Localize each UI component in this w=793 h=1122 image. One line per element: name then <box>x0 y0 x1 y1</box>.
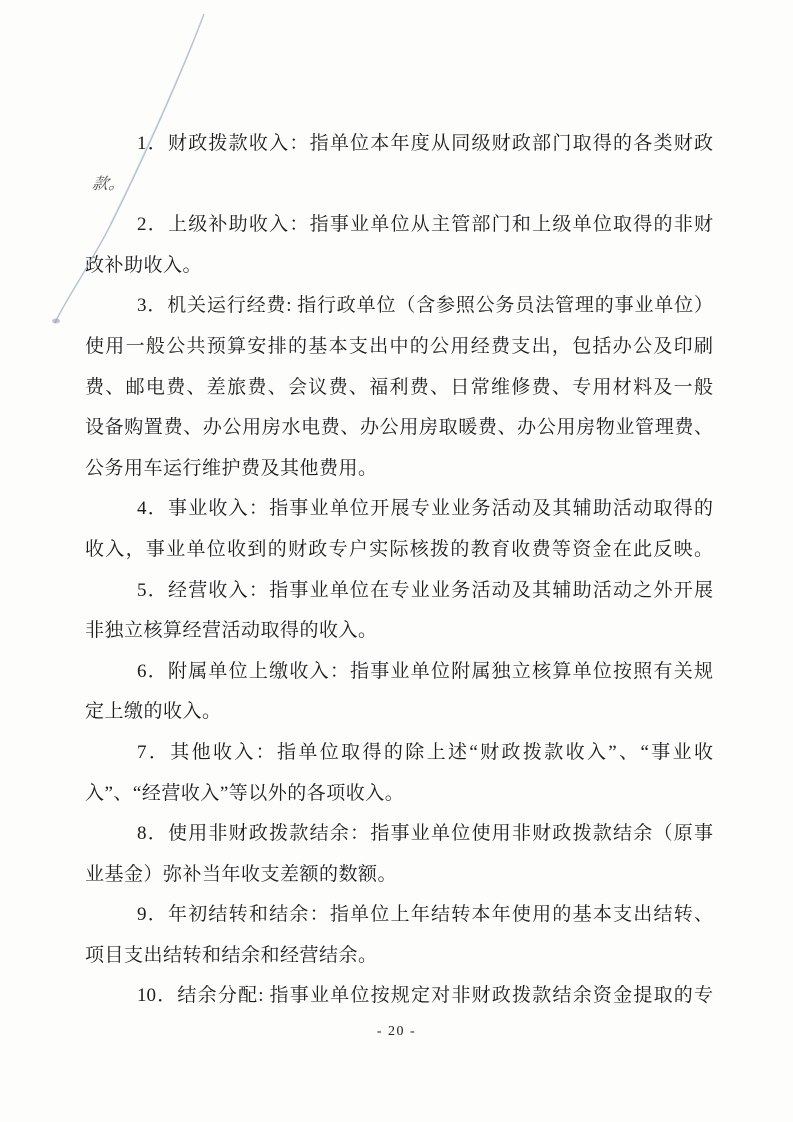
text-line: 6．附属单位上缴收入：指事业单位附属独立核算单位按照有关规 <box>137 660 713 682</box>
page-number: - 20 - <box>376 1024 417 1039</box>
text-line-crease-distorted: 款。 <box>90 175 127 193</box>
text-line: 5．经营收入：指事业单位在专业业务活动及其辅助活动之外开展 <box>137 579 713 601</box>
text-line: 业基金）弥补当年收支差额的数额。 <box>85 863 398 885</box>
crease-smudge <box>52 319 60 324</box>
text-line: 非独立核算经营活动取得的收入。 <box>85 620 378 642</box>
text-line: 设备购置费、办公用房水电费、办公用房取暖费、办公用房物业管理费、 <box>85 417 713 439</box>
text-line: 4．事业收入：指事业单位开展专业业务活动及其辅助活动取得的 <box>137 498 713 520</box>
text-line: 9．年初结转和结余：指单位上年结转本年使用的基本支出结转、 <box>137 904 713 926</box>
text-line: 3．机关运行经费: 指行政单位（含参照公务员法管理的事业单位） <box>137 295 713 317</box>
text-line: 项目支出结转和结余和经营结余。 <box>85 944 378 966</box>
text-line: 7．其他收入：指单位取得的除上述“财政拨款收入”、“事业收 <box>137 741 713 763</box>
text-line: 费、邮电费、差旅费、会议费、福利费、日常维修费、专用材料及一般 <box>85 376 713 398</box>
text-line: 使用一般公共预算安排的基本支出中的公用经费支出，包括办公及印刷 <box>85 335 713 357</box>
text-line: 政补助收入。 <box>85 254 203 276</box>
text-line: 定上缴的收入。 <box>85 701 222 723</box>
text-line: 1．财政拨款收入：指单位本年度从同级财政部门取得的各类财政 <box>137 133 713 154</box>
text-line: 10．结余分配: 指事业单位按规定对非财政拨款结余资金提取的专 <box>137 985 713 1007</box>
text-line: 8．使用非财政拨款结余：指事业单位使用非财政拨款结余（原事 <box>137 823 713 845</box>
document-text <box>85 124 713 1017</box>
text-line: 公务用车运行维护费及其他费用。 <box>85 457 378 479</box>
text-line: 收入，事业单位收到的财政专户实际核拨的教育收费等资金在此反映。 <box>85 538 713 560</box>
text-line: 入”、“经营收入”等以外的各项收入。 <box>85 782 405 804</box>
text-line: 2．上级补助收入：指事业单位从主管部门和上级单位取得的非财 <box>137 214 713 236</box>
